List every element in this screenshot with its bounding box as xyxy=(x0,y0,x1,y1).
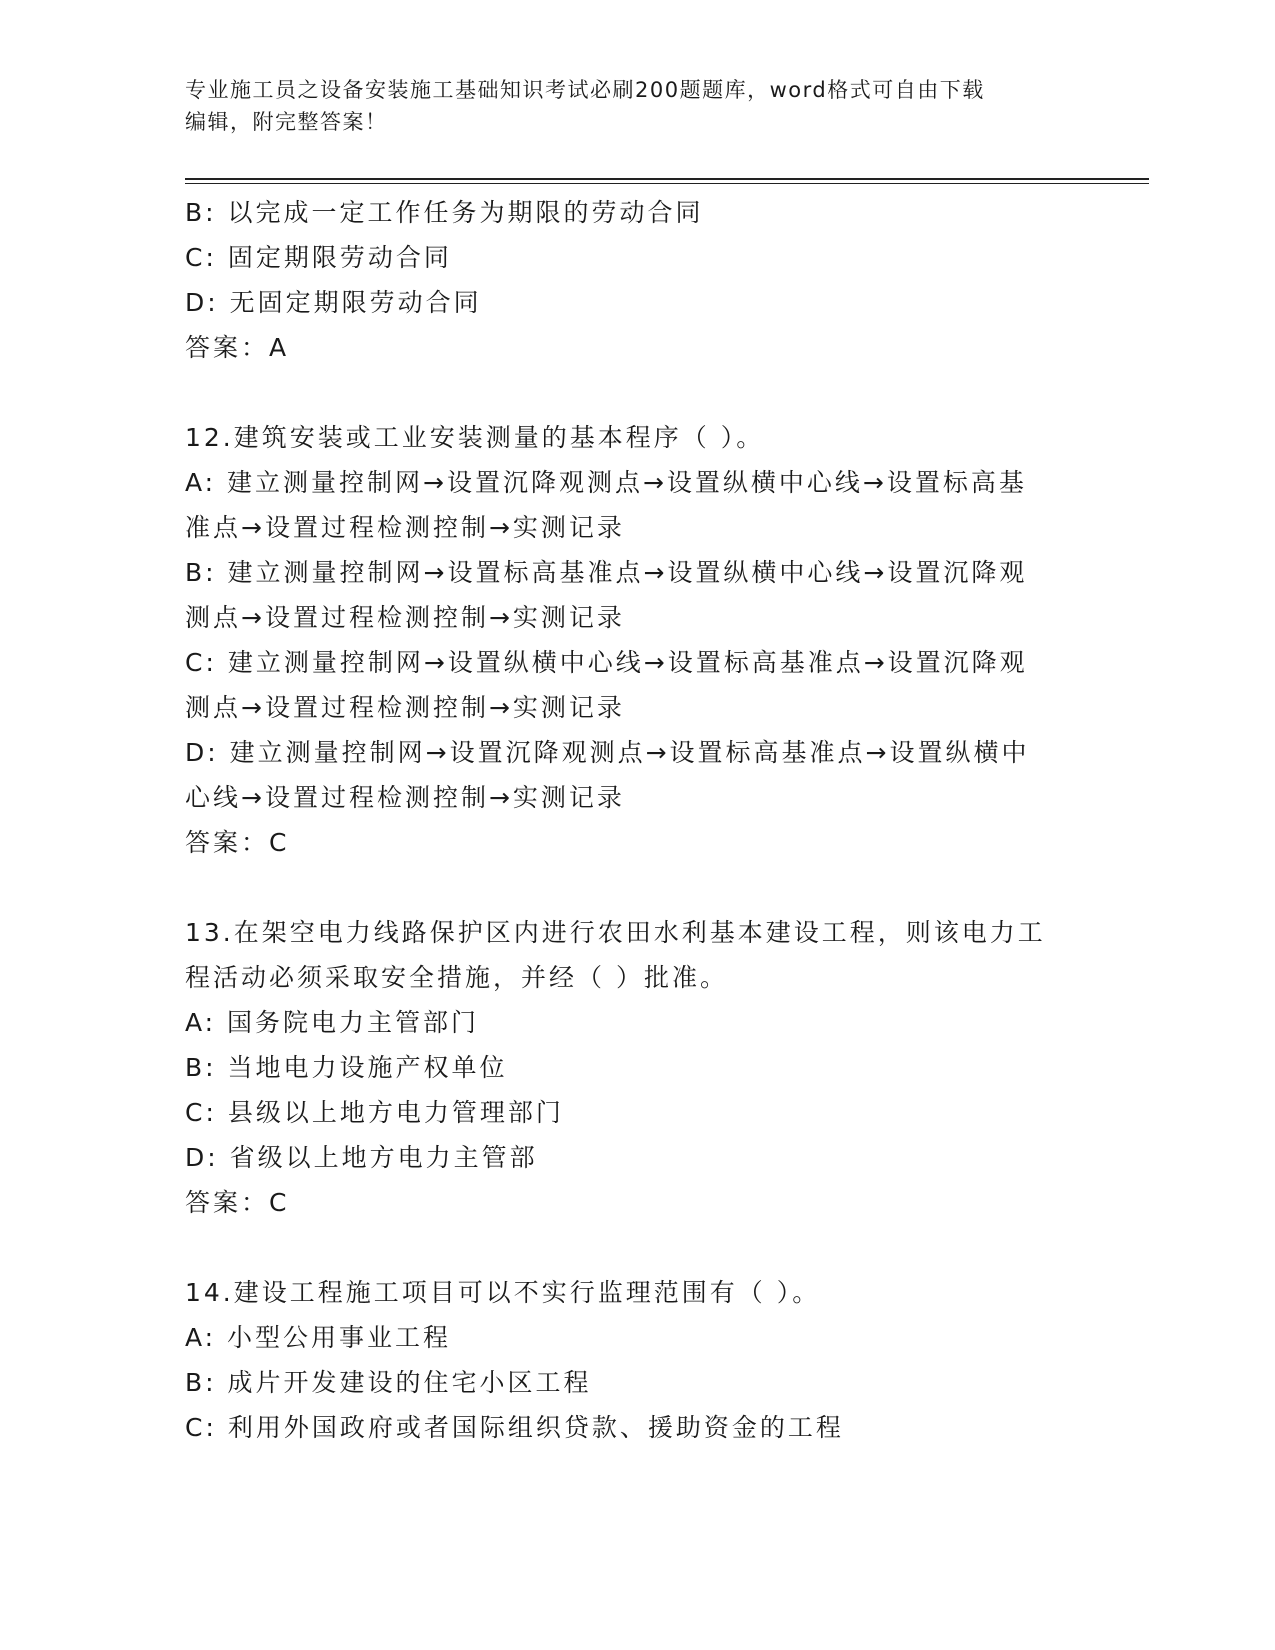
option-c: C: 利用外国政府或者国际组织贷款、援助资金的工程 xyxy=(185,1413,844,1442)
answer: 答案：C xyxy=(185,828,290,857)
question-12 xyxy=(185,415,1085,865)
option-a-line-2: 准点→设置过程检测控制→实测记录 xyxy=(185,513,625,542)
option-c-line-1: C: 建立测量控制网→设置纵横中心线→设置标高基准点→设置沉降观 xyxy=(185,648,1028,677)
spacer xyxy=(185,1225,1085,1270)
question-14 xyxy=(185,1270,1085,1450)
question-content xyxy=(185,190,1085,1450)
option-b: B: 成片开发建设的住宅小区工程 xyxy=(185,1368,592,1397)
question-stem-line-1: 13.在架空电力线路保护区内进行农田水利基本建设工程，则该电力工 xyxy=(185,918,1046,947)
question-stem: 12.建筑安装或工业安装测量的基本程序（ ）。 xyxy=(185,423,765,452)
document-header xyxy=(185,74,1065,138)
option-a: A: 国务院电力主管部门 xyxy=(185,1008,480,1037)
header-divider-thick xyxy=(185,178,1149,180)
spacer xyxy=(185,370,1085,415)
option-d-line-1: D: 建立测量控制网→设置沉降观测点→设置标高基准点→设置纵横中 xyxy=(185,738,1030,767)
option-a: A: 小型公用事业工程 xyxy=(185,1323,452,1352)
option-b: B: 以完成一定工作任务为期限的劳动合同 xyxy=(185,198,704,227)
answer: 答案：A xyxy=(185,333,290,362)
option-c-line-2: 测点→设置过程检测控制→实测记录 xyxy=(185,693,625,722)
option-b-line-2: 测点→设置过程检测控制→实测记录 xyxy=(185,603,625,632)
question-13 xyxy=(185,910,1085,1225)
option-b-line-1: B: 建立测量控制网→设置标高基准点→设置纵横中心线→设置沉降观 xyxy=(185,558,1028,587)
header-title-line-2: 编辑，附完整答案！ xyxy=(185,110,388,134)
question-stem-line-2: 程活动必须采取安全措施，并经（ ）批准。 xyxy=(185,963,728,992)
option-b: B: 当地电力设施产权单位 xyxy=(185,1053,508,1082)
spacer xyxy=(185,865,1085,910)
header-title-line-1: 专业施工员之设备安装施工基础知识考试必刷200题题库，word格式可自由下载 xyxy=(185,78,985,102)
answer: 答案：C xyxy=(185,1188,290,1217)
option-c: C: 县级以上地方电力管理部门 xyxy=(185,1098,564,1127)
question-stem: 14.建设工程施工项目可以不实行监理范围有（ ）。 xyxy=(185,1278,821,1307)
option-d-line-2: 心线→设置过程检测控制→实测记录 xyxy=(185,783,625,812)
option-d: D: 省级以上地方电力主管部 xyxy=(185,1143,538,1172)
option-c: C: 固定期限劳动合同 xyxy=(185,243,452,272)
question-11 xyxy=(185,190,1085,370)
header-divider-thin xyxy=(185,183,1149,184)
option-d: D: 无固定期限劳动合同 xyxy=(185,288,482,317)
option-a-line-1: A: 建立测量控制网→设置沉降观测点→设置纵横中心线→设置标高基 xyxy=(185,468,1027,497)
